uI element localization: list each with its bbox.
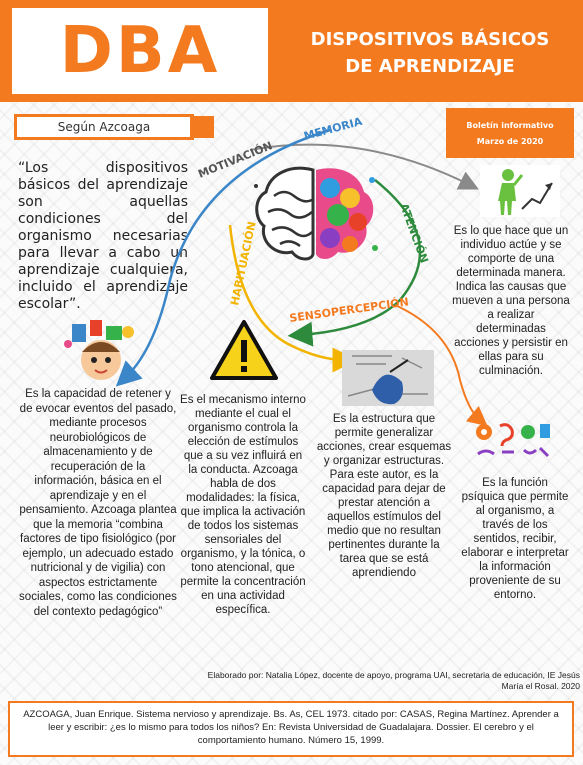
label-habituacion: HABITUACIÓN [228,220,259,307]
description-habituacion: Es el mecanismo interno mediante el cual el organismo controla la elección de estímulos que a su vez influirá en la conducta. Azcoaga habla de dos modalidades: la física, que implica la activación de todos los sistemas sensoriales del organismo, y la tónica, o tono atencional, que permite la concentración en una actividad específica. [180,394,306,616]
title-line-2: DE APRENDIZAJE [345,56,515,77]
label-sensopercepcion: SENSOPERCEPCIÓN [288,295,410,325]
sensory-icons [474,420,552,460]
label-motivacion: MOTIVACIÓN [196,139,275,181]
definition-quote: “Los dispositivos básicos del aprendizaje son aquellas condiciones del organismo necesarias para llevar a cabo un aprendizaje cualquiera, incluido el aprendizaje escolar”. [18,160,188,312]
brain-icon [250,160,380,270]
warning-icon [208,318,280,382]
author-subtitle: Según Azcoaga [14,114,194,140]
bibliography-box: AZCOAGA, Juan Enrique. Sistema nervioso y aprendizaje. Bs. As, CEL 1973. citado por: CASAS, Regina Martínez. Aprender a leer y escribir: ¿es lo mismo para todos los niños? En: Revista Universidad de Guadalajara. Dossier. El cerebro y el comportamiento humano. Número 15, 1999. [8,701,574,757]
description-atencion: Es la función psíquica que permite al organismo, a través de los sentidos, recibir, elaborar e interpretar la información proveniente de su entorno. [461,477,569,601]
bulletin-label: Boletín informativo [466,121,554,130]
description-motivacion: Es lo que hace que un individuo actúe y se comporte de una determinada manera. Indica las causas que mueven a una persona a realizar determinadas acciones y persistir en ellas para su culminación. [452,225,570,377]
notebook-sketch-icon [342,350,434,406]
description-memoria: Es la capacidad de retener y de evocar eventos del pasado, mediante procesos neurobiológicos de almacenamiento y de recuperación de la información, básica en el aprendizaje y en el pensamiento. Azcoaga plantea que la memoria “combina factores de tipo fisiológico (por ejemplo, un adecuado estado nutricional y de vigilia) con aspectos estrictamente sociales, como las condiciones del contexto pedagógico” [19,388,177,618]
label-memoria: MEMORIA [302,114,364,143]
bulletin-date: Marzo de 2020 [476,137,544,146]
label-atencion: ATENCIÓN [397,201,431,265]
logo-text: DBA [59,14,221,88]
description-sensopercepcion: Es la estructura que permite generalizar acciones, crear esquemas y organizar estructuras. Para este autor, es la capacidad para dejar de prestar atención a aquellos estímulos del medio que no resultan pertinentes durante la tarea que se está aprendiendo [316,413,452,579]
student-brain-icon [60,318,142,384]
title-line-1: DISPOSITIVOS BÁSICOS [310,29,550,50]
businessman-chart-icon [480,165,560,217]
credits-text: Elaborado por: Natalia López, docente de apoyo, programa UAI, secretaria de educación, IE Jesús María el Rosal. 2020 [207,670,580,691]
